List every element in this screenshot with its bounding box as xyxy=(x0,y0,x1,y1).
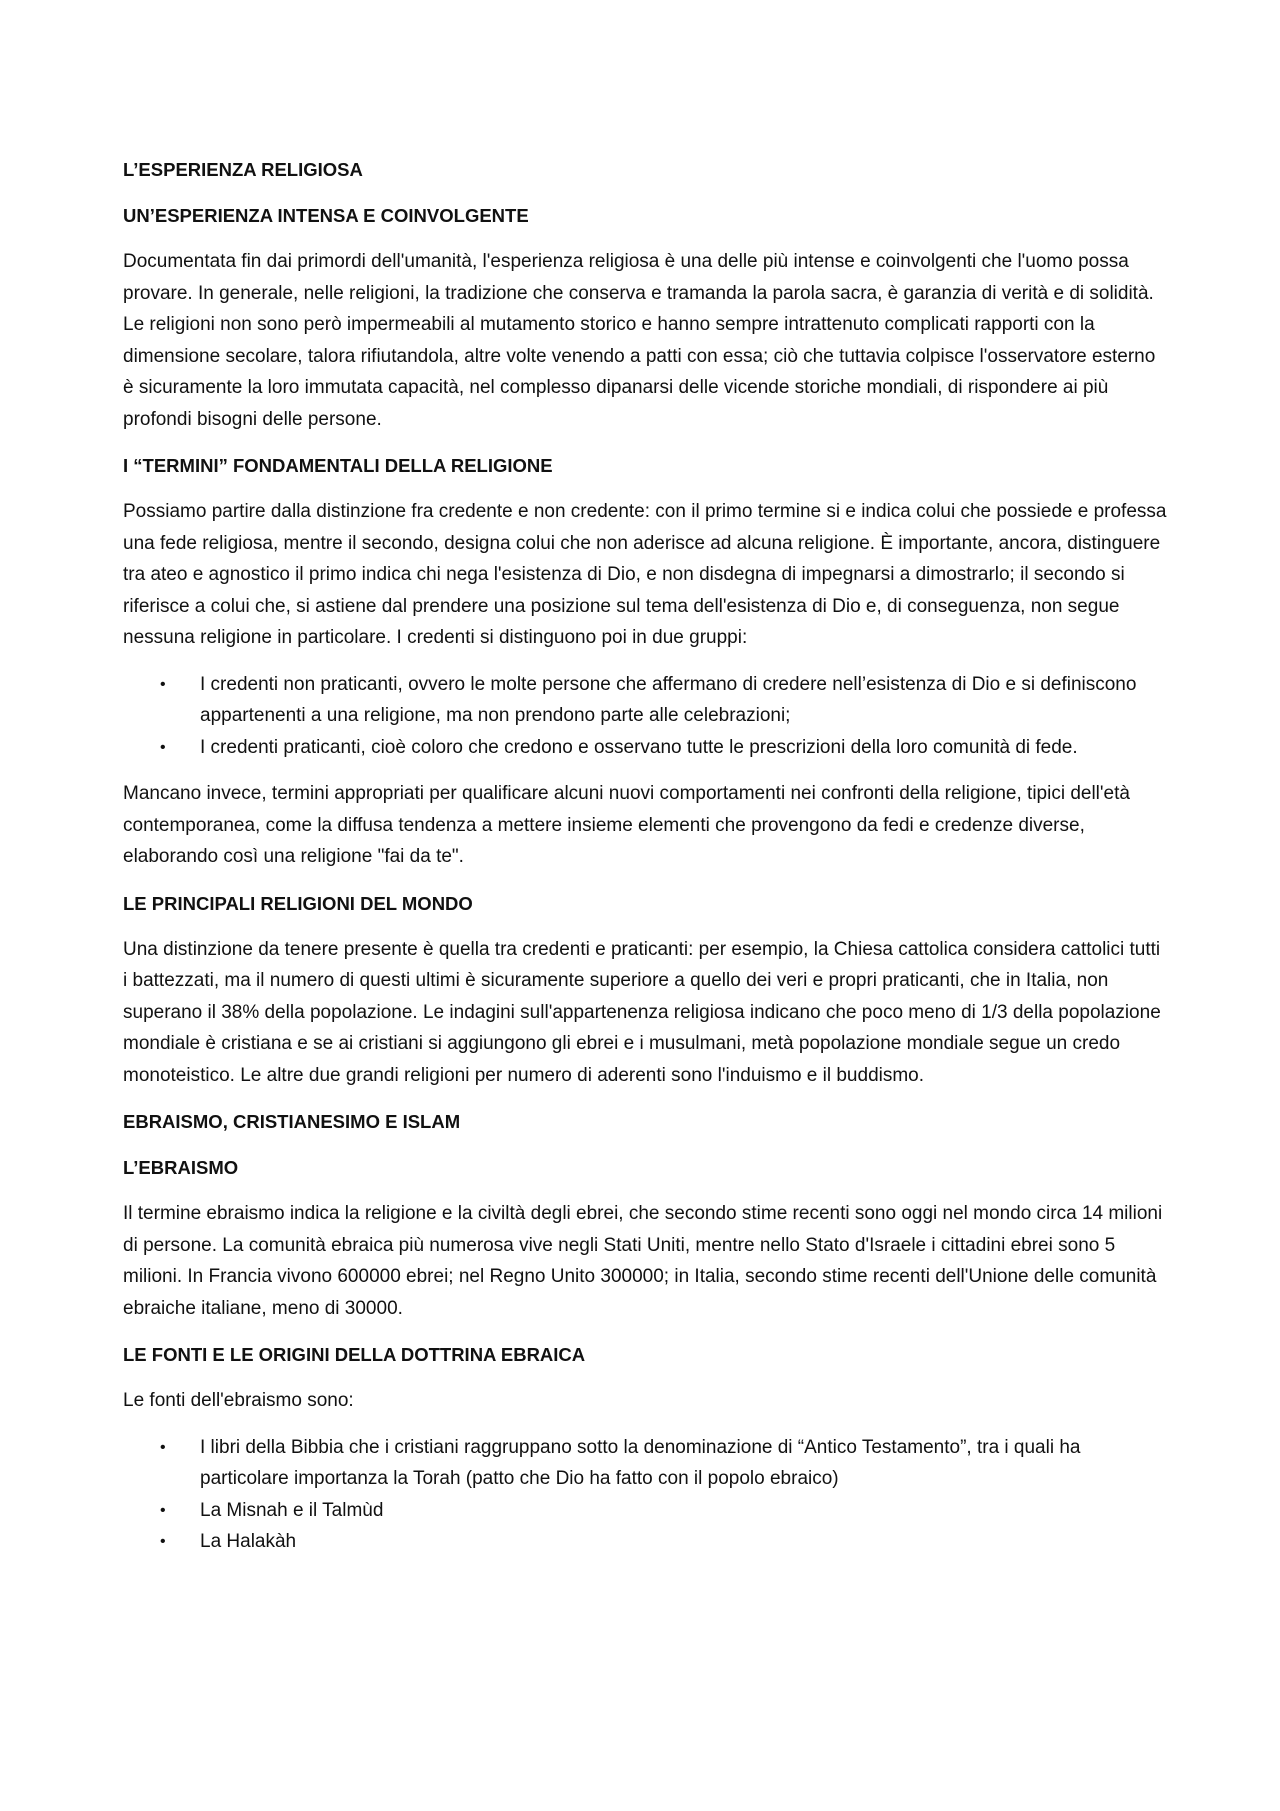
section-heading: L’EBRAISMO xyxy=(123,1157,239,1178)
paragraph: Il termine ebraismo indica la religione e la civiltà degli ebrei, che secondo stime recenti sono oggi nel mondo circa 14 milioni di persone. La comunità ebraica più numerosa vive negli Stati Uniti, mentre nello Stato d'Israele i cittadini ebrei sono 5 milioni. In Francia vivono 600000 ebrei; nel Regno Unito 300000; in Italia, secondo stime recenti dell'Unione delle comunità ebraiche italiane, meno di 30000. xyxy=(123,1203,1163,1319)
section-heading: UN’ESPERIENZA INTENSA E COINVOLGENTE xyxy=(123,205,529,226)
list-item-text: I libri della Bibbia che i cristiani raggruppano sotto la denominazione di “Antico Testamento”, tra i quali ha particolare importanza la Torah (patto che Dio ha fatto con il popolo ebraico) xyxy=(200,1436,1081,1489)
list-item xyxy=(123,732,1168,764)
bullet-list xyxy=(123,669,1168,764)
list-item-text: La Misnah e il Talmùd xyxy=(200,1499,384,1521)
list-item xyxy=(123,1495,1168,1527)
section-heading: EBRAISMO, CRISTIANESIMO E ISLAM xyxy=(123,1111,461,1132)
bullet-icon: • xyxy=(160,1501,166,1519)
bullet-icon: • xyxy=(160,675,166,693)
list-item xyxy=(123,1526,1168,1558)
bullet-icon: • xyxy=(160,1533,166,1550)
paragraph: Le fonti dell'ebraismo sono: xyxy=(123,1390,354,1411)
section-heading: LE PRINCIPALI RELIGIONI DEL MONDO xyxy=(123,892,473,914)
section-heading: I “TERMINI” FONDAMENTALI DELLA RELIGIONE xyxy=(123,455,553,476)
section-heading: LE FONTI E LE ORIGINI DELLA DOTTRINA EBRAICA xyxy=(123,1344,586,1365)
bullet-icon: • xyxy=(160,738,166,756)
document-page xyxy=(123,154,1168,1573)
paragraph: Una distinzione da tenere presente è quella tra credenti e praticanti: per esempio, la Chiesa cattolica considera cattolici tutti i battezzati, ma il numero di questi ultimi è sicuramente superiore a quello dei veri e propri praticanti, che in Italia, non superano il 38% della popolazione. Le indagini sull'appartenenza religiosa indicano che poco meno di 1/3 della popolazione mondiale è cristiana e se ai cristiani si aggiungono gli ebrei e i musulmani, metà popolazione mondiale segue un credo monoteistico. Le altre due grandi religioni per numero di aderenti sono l'induismo e il buddismo. xyxy=(123,938,1161,1086)
paragraph: Possiamo partire dalla distinzione fra credente e non credente: con il primo termine si e indica colui che possiede e professa una fede religiosa, mentre il secondo, designa colui che non aderisce ad alcuna religione. È importante, ancora, distinguere tra ateo e agnostico il primo indica chi nega l'esistenza di Dio, e non disdegna di impegnarsi a dimostrarlo; il secondo si riferisce a colui che, si astiene dal prendere una posizione sul tema dell'esistenza di Dio e, di conseguenza, non segue nessuna religione in particolare. I credenti si distinguono poi in due gruppi: xyxy=(123,501,1167,648)
paragraph: Mancano invece, termini appropriati per qualificare alcuni nuovi comportamenti nei confronti della religione, tipici dell'età contemporanea, come la diffusa tendenza a mettere insieme elementi che provengono da fedi e credenze diverse, elaborando così una religione "fai da te". xyxy=(123,783,1130,867)
list-item-text: I credenti non praticanti, ovvero le molte persone che affermano di credere nell’esistenza di Dio e si definiscono appartenenti a una religione, ma non prendono parte alle celebrazioni; xyxy=(200,673,1137,726)
bullet-icon: • xyxy=(160,1438,166,1456)
list-item-text: La Halakàh xyxy=(200,1531,297,1552)
bullet-list xyxy=(123,1432,1168,1558)
list-item xyxy=(123,669,1168,732)
list-item xyxy=(123,1432,1168,1495)
paragraph: Documentata fin dai primordi dell'umanità, l'esperienza religiosa è una delle più intense e coinvolgenti che l'uomo possa provare. In generale, nelle religioni, la tradizione che conserva e tramanda la parola sacra, è garanzia di verità e di solidità. Le religioni non sono però impermeabili al mutamento storico e hanno sempre intrattenuto complicati rapporti con la dimensione secolare, talora rifiutandola, altre volte venendo a patti con essa; ciò che tuttavia colpisce l'osservatore esterno è sicuramente la loro immutata capacità, nel complesso dipanarsi delle vicende storiche mondiali, di rispondere ai più profondi bisogni delle persone. xyxy=(123,251,1156,430)
list-item-text: I credenti praticanti, cioè coloro che credono e osservano tutte le prescrizioni della loro comunità di fede. xyxy=(200,736,1078,758)
document-title: L’ESPERIENZA RELIGIOSA xyxy=(123,159,363,180)
